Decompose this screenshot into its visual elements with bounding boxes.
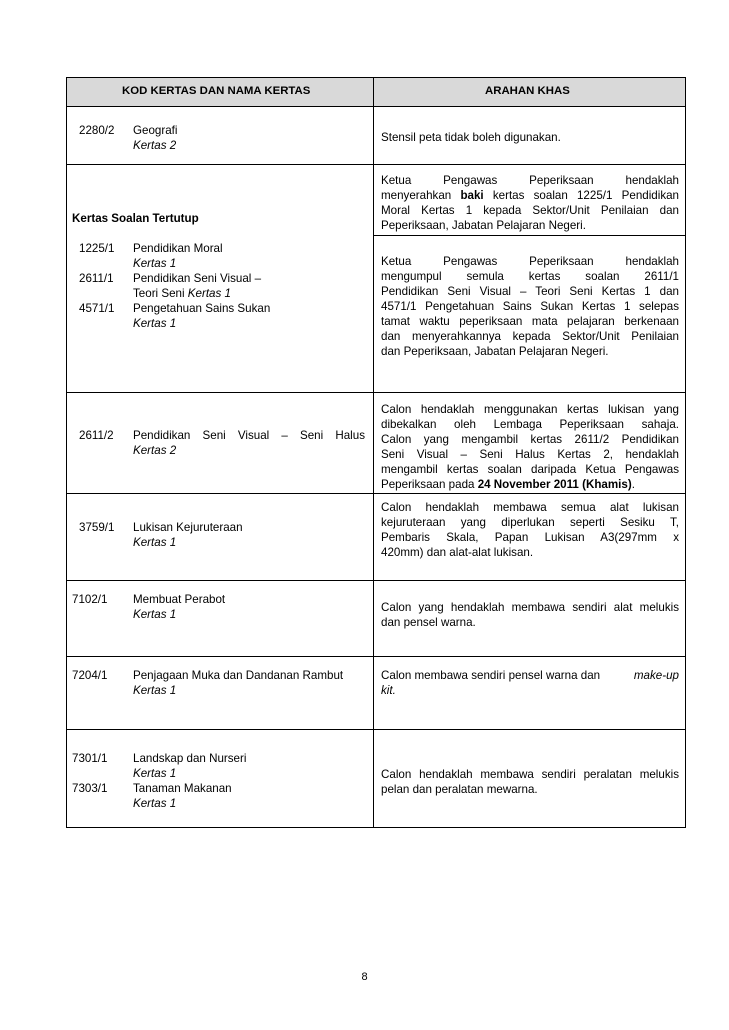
subject-name: Tanaman Makanan	[133, 782, 232, 795]
group-title: Kertas Soalan Tertutup	[72, 212, 199, 225]
table-row	[67, 656, 685, 729]
subject-name: Pendidikan Seni Visual –	[133, 272, 262, 285]
table-row	[67, 164, 685, 392]
table-row	[67, 493, 685, 580]
paper-number: Kertas 1	[133, 536, 177, 549]
header-left-label: KOD KERTAS DAN NAMA KERTAS	[122, 85, 311, 97]
paper-code: 7303/1	[72, 782, 108, 795]
instruction-text: Stensil peta tidak boleh digunakan.	[381, 131, 561, 144]
paper-number: Kertas 1	[133, 767, 177, 780]
paper-code: 7204/1	[72, 669, 108, 682]
table-row	[67, 392, 685, 493]
subject-name-cont: Teori Seni	[133, 287, 185, 300]
subject-name: Pendidikan Moral	[133, 242, 223, 255]
subject-name: Pengetahuan Sains Sukan	[133, 302, 271, 315]
instruction-text: Calon membawa sendiri pensel warna dan make-up kit.	[381, 669, 679, 697]
subject-name: Penjagaan Muka dan Dandanan Rambut	[133, 669, 344, 682]
paper-number: Kertas 1	[133, 608, 177, 621]
instruction-text: Calon yang hendaklah membawa sendiri alat melukis dan pensel warna.	[381, 601, 679, 629]
paper-code: 7301/1	[72, 752, 108, 765]
paper-number: Kertas 1	[133, 317, 177, 330]
header-cell-left	[67, 78, 374, 106]
instruction-text: Calon hendaklah membawa semua alat lukisan kejuruteraan yang diperlukan seperti Sesiku T, Pembaris Skala, Papan Lukisan A3(297mm x 420mm) dan alat-alat lukisan.	[381, 501, 679, 559]
special-instructions-table	[66, 77, 686, 828]
instruction-text: Ketua Pengawas Peperiksaan hendaklah menyerahkan baki kertas soalan 1225/1 Pendidikan Moral Kertas 1 kepada Sektor/Unit Penilaian dan Peperiksaan, Jabatan Pelajaran Negeri.	[381, 174, 680, 232]
paper-code: 2280/2	[79, 124, 115, 137]
header-cell-right	[374, 78, 685, 106]
header-right-label: ARAHAN KHAS	[485, 85, 570, 97]
table-header-row	[67, 78, 685, 106]
subject-name: Membuat Perabot	[133, 593, 226, 606]
paper-number: Kertas 1	[133, 684, 177, 697]
subject-name: Lukisan Kejuruteraan	[133, 521, 243, 534]
paper-number: Kertas 2	[133, 444, 177, 457]
paper-code: 1225/1	[79, 242, 115, 255]
subject-name: Pendidikan Seni Visual – Seni Halus	[133, 429, 365, 442]
subject-name: Landskap dan Nurseri	[133, 752, 247, 765]
instruction-text: Calon hendaklah membawa sendiri peralatan melukis pelan dan peralatan mewarna.	[381, 768, 679, 796]
paper-code: 3759/1	[79, 521, 115, 534]
table-row	[67, 106, 685, 164]
paper-number: Kertas 2	[133, 139, 177, 152]
table-row	[67, 580, 685, 656]
instruction-text: Calon hendaklah menggunakan kertas lukisan yang dibekalkan oleh Lembaga Peperiksaan sahaja. Calon yang mengambil kertas 2611/2 Pendidikan Seni Visual – Seni Halus Kertas 2, hendaklah mengambil kertas soalan daripada Ketua Pengawas Peperiksaan pada 24 November 2011 (Khamis).	[381, 403, 679, 491]
inner-divider	[374, 235, 685, 236]
subject-name: Geografi	[133, 124, 178, 137]
paper-code: 7102/1	[72, 593, 108, 606]
paper-number: Kertas 1	[133, 797, 177, 810]
paper-number: Kertas 1	[187, 287, 231, 300]
table-row	[67, 729, 685, 827]
paper-code: 2611/1	[79, 272, 114, 285]
page-number: 8	[361, 971, 368, 983]
paper-code: 4571/1	[79, 302, 115, 315]
paper-code: 2611/2	[79, 429, 114, 442]
instruction-text: Ketua Pengawas Peperiksaan hendaklah mengumpul semula kertas soalan 2611/1 Pendidikan Seni Visual – Teori Seni Kertas 1 dan 4571/1 Pengetahuan Sains Sukan Kertas 1 selepas tamat waktu peperiksaan mata pelajaran berkenaan dan menyerahkannya kepada Sektor/Unit Penilaian dan Peperiksaan, Jabatan Pelajaran Negeri.	[381, 255, 679, 358]
paper-number: Kertas 1	[133, 257, 177, 270]
